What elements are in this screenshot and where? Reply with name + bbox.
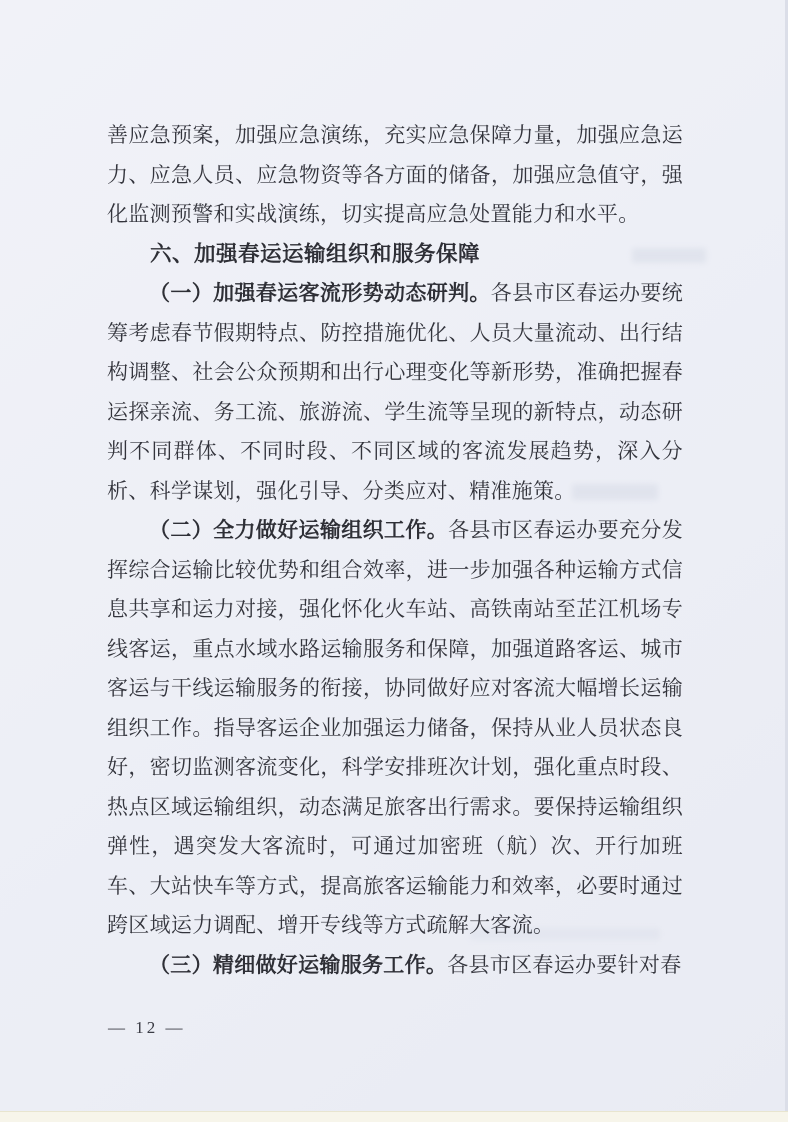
document-body [107, 116, 683, 985]
page-number: — 12 — [108, 1018, 186, 1037]
item-2-lead: （二）全力做好运输组织工作。 [149, 519, 449, 542]
item-1-body: 各县市区春运办要统筹考虑春节假期特点、防控措施优化、人员大量流动、出行结构调整、社会公众预期和出行心理变化等新形势，准确把握春运探亲流、务工流、旅游流、学生流等呈现的新特点，动态研判不同群体、不同时段、不同区域的客流发展趋势，深入分析、科学谋划，强化引导、分类应对、精准施策。 [107, 281, 683, 503]
scan-bottom-strip [0, 1111, 788, 1122]
section-heading: 六、加强春运运输组织和服务保障 [150, 241, 481, 266]
item-3-lead: （三）精细做好运输服务工作。 [149, 953, 448, 977]
paragraph-emergency-continuation: 善应急预案，加强应急演练，充实应急保障力量，加强应急运力、应急人员、应急物资等各方面的储备，加强应急值守，强化监测预警和实战演练，切实提高应急处置能力和水平。 [107, 123, 683, 226]
paragraph-item-2 [107, 511, 683, 946]
item-3-body: 各县市区春运办要针对春 [447, 952, 682, 977]
item-2-body: 各县市区春运办要充分发挥综合运输比较优势和组合效率，进一步加强各种运输方式信息共享和运力对接，强化怀化火车站、高铁南站至芷江机场专线客运，重点水域水路运输服务和保障，加强道路客运、城市客运与干线运输服务的衔接，协同做好应对客流大幅增长运输组织工作。指导客运企业加强运力储备，保持从业人员状态良好，密切监测客流变化，科学安排班次计划，强化重点时段、热点区域运输组织，动态满足旅客出行需求。要保持运输组织弹性，遇突发大客流时，可通过加密班（航）次、开行加班车、大站快车等方式，提高旅客运输能力和效率，必要时通过跨区域运力调配、增开专线等方式疏解大客流。 [107, 518, 683, 937]
item-1-lead: （一）加强春运客流形势动态研判。 [149, 282, 491, 305]
paragraph-item-1 [107, 274, 683, 511]
paragraph-item-3 [107, 946, 683, 986]
